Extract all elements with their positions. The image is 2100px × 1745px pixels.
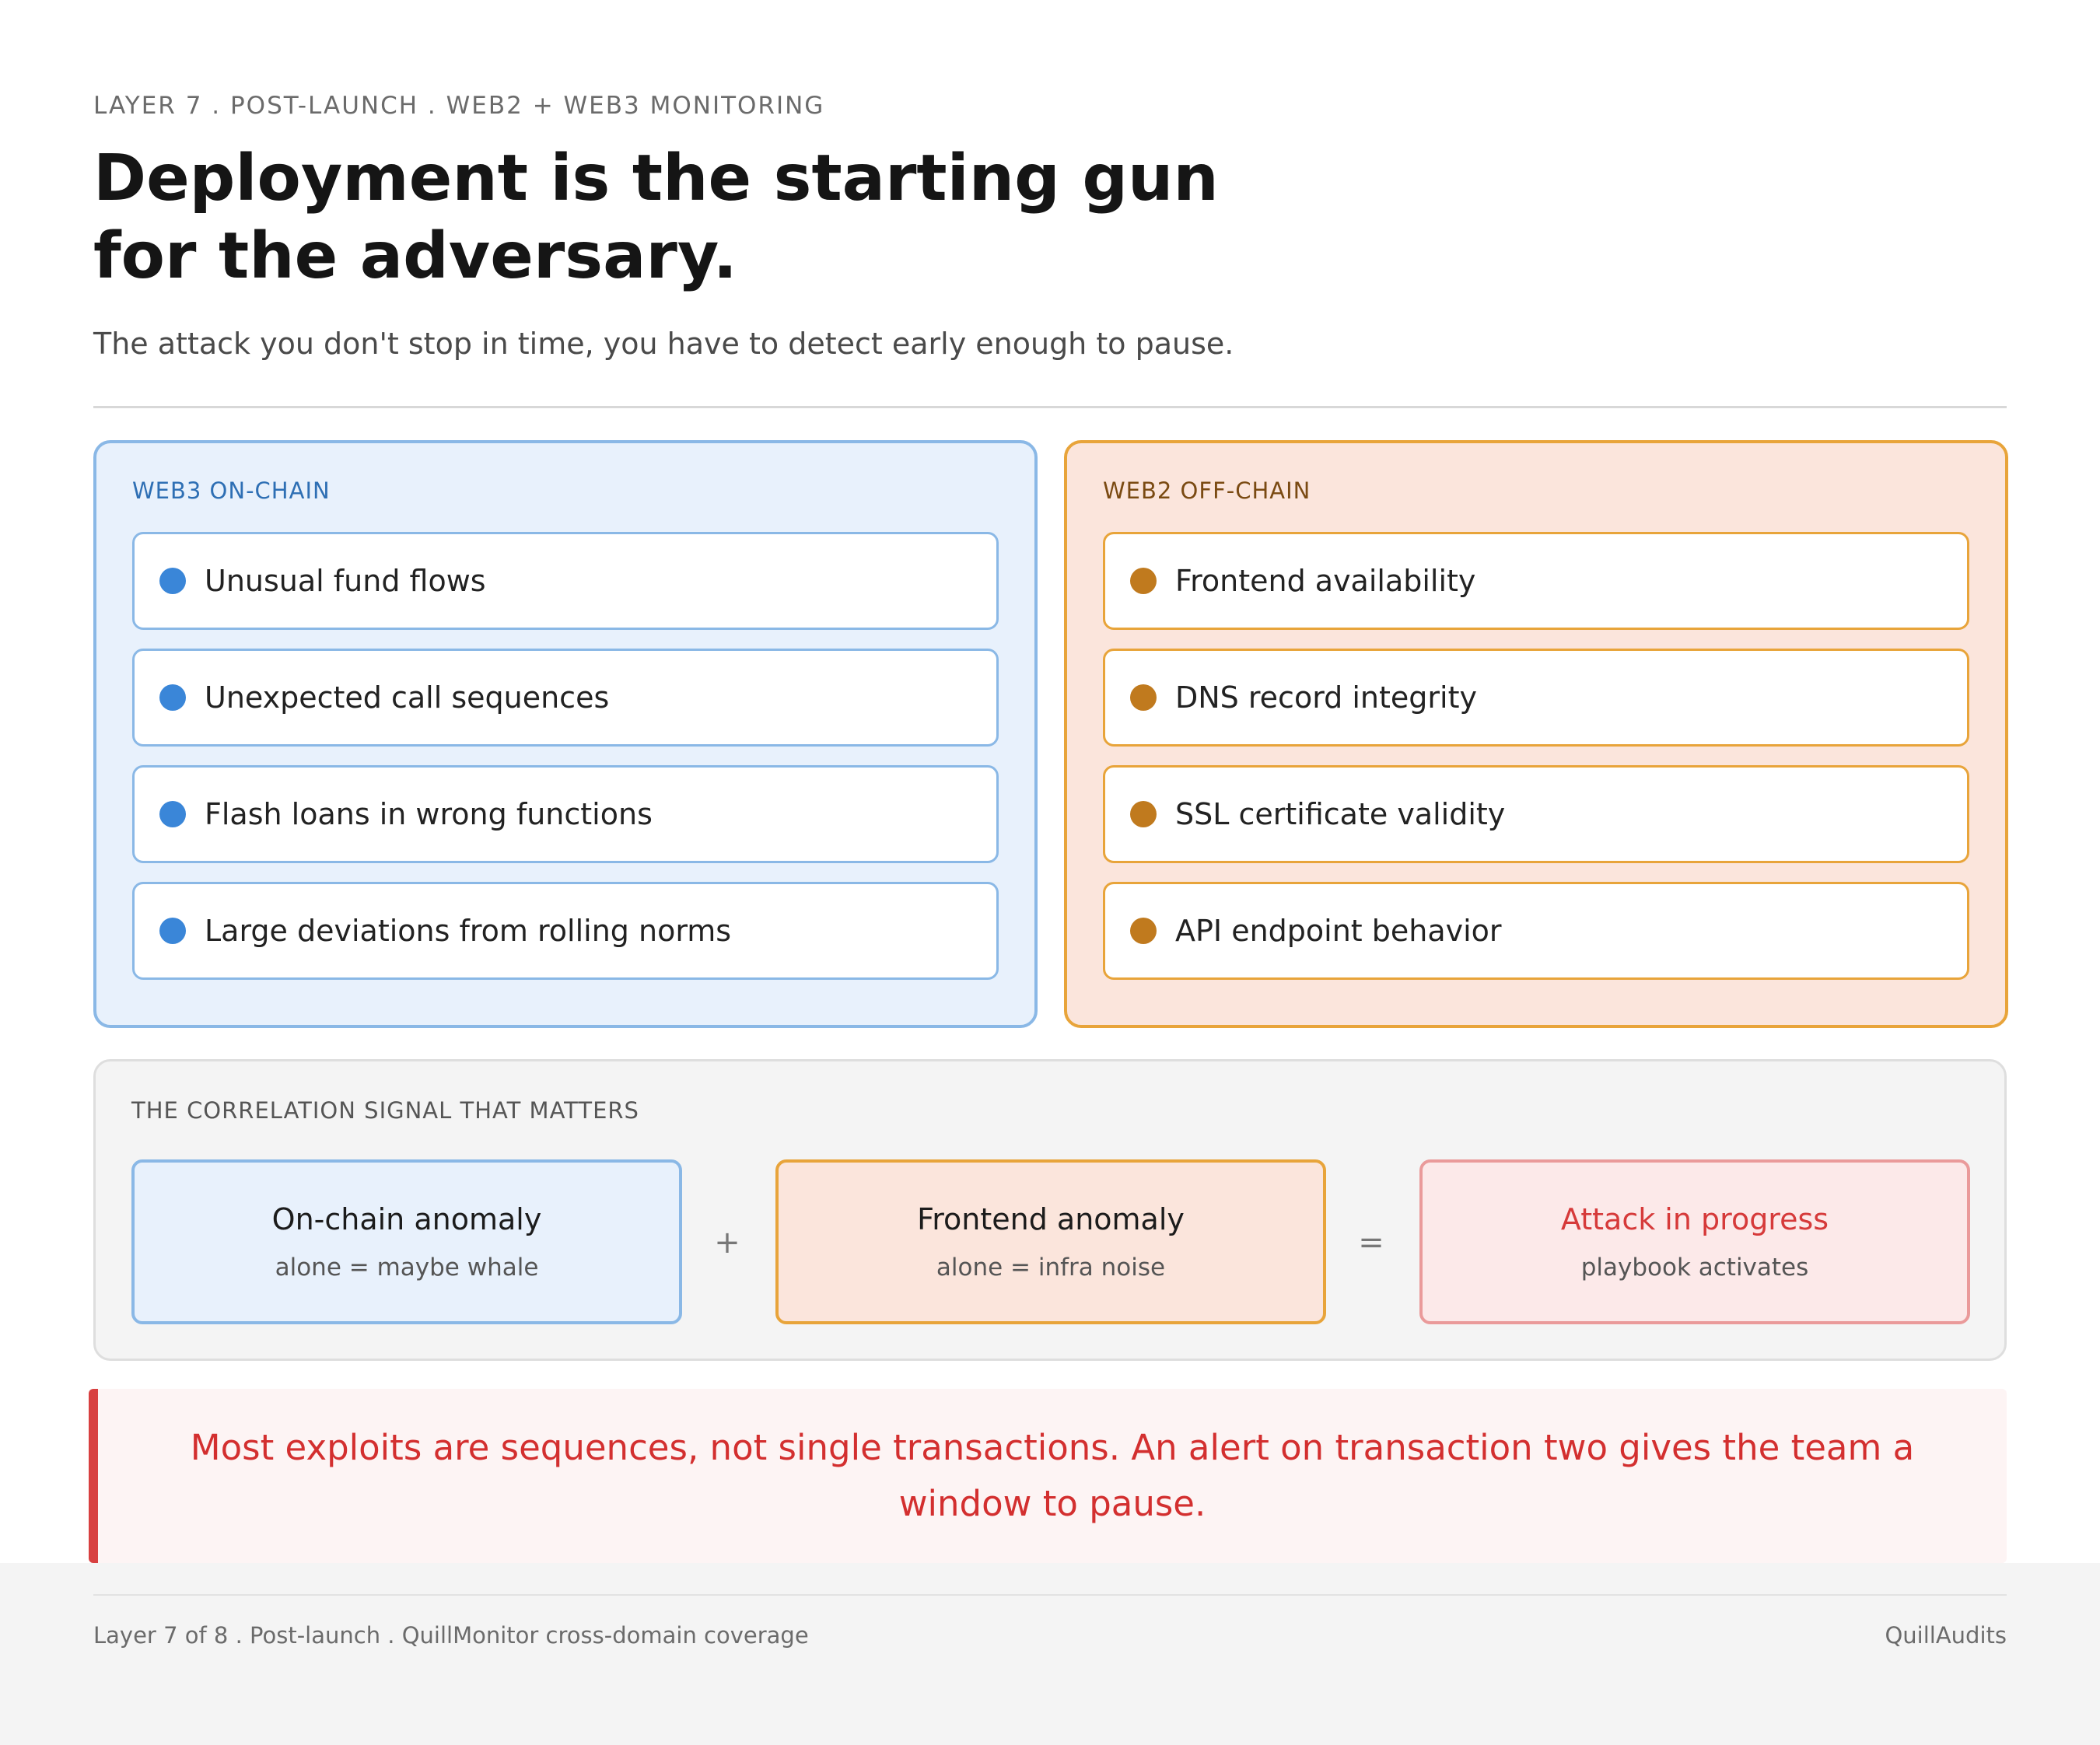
web2-panel — [1064, 440, 2008, 1028]
web3-item — [132, 532, 999, 630]
web2-item-label: Frontend availability — [1175, 564, 1476, 598]
footer-divider — [93, 1594, 2007, 1596]
callout-text: Most exploits are sequences, not single transactions. An alert on transaction two gives the team a window to pause. — [190, 1427, 1915, 1524]
web2-item — [1103, 649, 1969, 747]
web2-item — [1103, 765, 1969, 863]
web2-item-list — [1103, 532, 1969, 980]
correlation-panel — [93, 1059, 2007, 1361]
title-line-1: Deployment is the starting gun — [93, 142, 1219, 215]
attack-in-progress-label: Attack in progress — [1560, 1202, 1829, 1236]
page-subtitle: The attack you don't stop in time, you have to detect early enough to pause. — [93, 327, 1234, 361]
web2-item-label: API endpoint behavior — [1175, 914, 1502, 948]
footer — [0, 1563, 2100, 1745]
attack-in-progress-box — [1419, 1159, 1970, 1324]
attack-in-progress-note: playbook activates — [1580, 1254, 1809, 1282]
plus-operator: + — [714, 1225, 740, 1261]
bullet-dot-icon — [1130, 568, 1157, 594]
web3-item — [132, 882, 999, 980]
onchain-anomaly-box — [131, 1159, 682, 1324]
bullet-dot-icon — [159, 918, 186, 944]
web2-item-label: DNS record integrity — [1175, 680, 1477, 715]
onchain-anomaly-note: alone = maybe whale — [275, 1254, 539, 1282]
bullet-dot-icon — [1130, 918, 1157, 944]
frontend-anomaly-box — [775, 1159, 1326, 1324]
footer-caption: Layer 7 of 8 . Post-launch . QuillMonitor cross-domain coverage — [93, 1622, 809, 1649]
web3-item-list — [132, 532, 999, 980]
web3-item-label: Unexpected call sequences — [205, 680, 610, 715]
web2-panel-title: WEB2 OFF-CHAIN — [1103, 477, 1311, 504]
callout — [89, 1389, 2007, 1563]
web3-panel-title: WEB3 ON-CHAIN — [132, 477, 331, 504]
bullet-dot-icon — [1130, 801, 1157, 827]
onchain-anomaly-label: On-chain anomaly — [271, 1202, 542, 1236]
frontend-anomaly-note: alone = infra noise — [936, 1254, 1166, 1282]
bullet-dot-icon — [159, 684, 186, 711]
footer-brand: QuillAudits — [1885, 1622, 2007, 1649]
web3-panel — [93, 440, 1038, 1028]
divider — [93, 406, 2007, 408]
web3-item-label: Unusual fund flows — [205, 564, 486, 598]
web2-item-label: SSL certificate validity — [1175, 797, 1506, 831]
correlation-panel-title: THE CORRELATION SIGNAL THAT MATTERS — [131, 1097, 639, 1124]
eyebrow: LAYER 7 . POST-LAUNCH . WEB2 + WEB3 MONITORING — [93, 92, 825, 120]
equals-operator: = — [1358, 1225, 1384, 1261]
bullet-dot-icon — [159, 568, 186, 594]
web3-item-label: Large deviations from rolling norms — [205, 914, 732, 948]
title-line-2: for the adversary. — [93, 219, 737, 293]
web3-item — [132, 765, 999, 863]
web2-item — [1103, 882, 1969, 980]
web2-item — [1103, 532, 1969, 630]
page-title — [93, 140, 1260, 295]
web3-item-label: Flash loans in wrong functions — [205, 797, 653, 831]
bullet-dot-icon — [1130, 684, 1157, 711]
bullet-dot-icon — [159, 801, 186, 827]
web3-item — [132, 649, 999, 747]
frontend-anomaly-label: Frontend anomaly — [917, 1202, 1185, 1236]
